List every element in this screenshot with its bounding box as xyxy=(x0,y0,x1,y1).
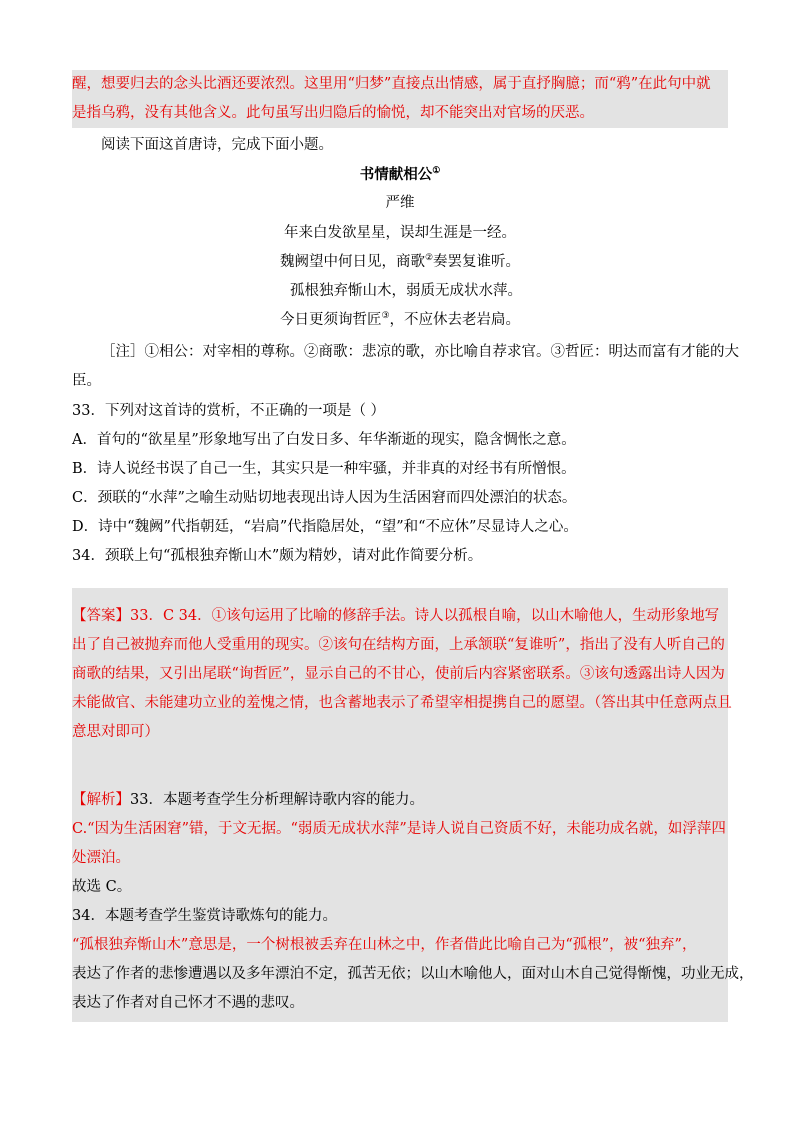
analysis-block xyxy=(72,776,754,1022)
poem-line-text: ，不应休去老岩扃。 xyxy=(389,312,521,328)
analysis-line: 34．本题考查学生鉴赏诗歌炼句的能力。 xyxy=(72,908,337,924)
answer-line: 商歌的结果，又引出尾联“询哲匠”，显示自己的不甘心，使前后内容紧密联系。③该句透露出诗人因为 xyxy=(72,666,725,682)
analysis-line: “孤根独弃惭山木”意思是，一个树根被丢弃在山林之中，作者借此比喻自己为“孤根”，被“独弃”， xyxy=(72,937,697,953)
instruction: 阅读下面这首唐诗，完成下面小题。 xyxy=(101,137,333,153)
poem-line xyxy=(72,219,728,248)
analysis-text: 33．本题考查学生分析理解诗歌内容的能力。 xyxy=(130,792,424,808)
answer-block xyxy=(72,588,732,776)
poem-line xyxy=(72,248,728,277)
analysis-line: 表达了作者对自己怀才不遇的悲叹。 xyxy=(72,995,304,1011)
notes-line: ［注］①相公：对宰相的尊称。②商歌：悲凉的歌，亦比喻自荐求官。③哲匠：明达而富有才能的大 xyxy=(101,344,739,360)
analysis-line: 故选 C。 xyxy=(72,879,132,895)
analysis-line xyxy=(72,786,728,815)
poem-line-note: ③ xyxy=(381,311,390,322)
poem-title-note: ① xyxy=(432,166,441,177)
analysis-line: C.“因为生活困窘”错，于文无据。“弱质无成状水萍”是诗人说自己资质不好，未能功成名就，如浮萍四 xyxy=(72,821,726,837)
option-a: A．首句的“欲星星”形象地写出了白发日多、年华渐逝的现实，隐含惆怅之意。 xyxy=(72,432,576,448)
answer-line: 出了自己被抛弃而他人受重用的现实。②该句在结构方面，上承颔联“复谁听”，指出了没有人听自己的 xyxy=(72,637,725,653)
poem-title-text: 书情献相公 xyxy=(359,166,433,183)
poem-line-text: 魏阙望中何日见，商歌 xyxy=(279,254,425,270)
poem-notes xyxy=(72,338,739,396)
prev-analysis-line: 醒，想要归去的念头比酒还要浓烈。这里用“归梦”直接点出情感，属于直抒胸臆；而“鸦”在此句中就 xyxy=(72,76,711,92)
poem-line-text: 奏罢复谁听。 xyxy=(433,254,521,270)
answer-line: 未能做官、未能建功立业的羞愧之情，也含蓄地表示了希望宰相提携自己的愿望。（答出其中任意两点且 xyxy=(72,695,732,711)
prev-analysis-block xyxy=(72,70,728,128)
analysis-line: 表达了作者的悲惨遭遇以及多年漂泊不定，孤苦无依；以山木喻他人，面对山木自己觉得惭愧，功业无成， xyxy=(72,966,754,982)
poem-title xyxy=(72,160,728,189)
analysis-line: 处漂泊。 xyxy=(72,850,130,866)
poem-author: 严维 xyxy=(385,195,415,211)
option-d: D．诗中“魏阙”代指朝廷，“岩扃”代指隐居处，“望”和“不应休”尽显诗人之心。 xyxy=(72,519,578,535)
option-b: B．诗人说经书误了自己一生，其实只是一种牢骚，并非真的对经书有所憎恨。 xyxy=(72,461,576,477)
option-c: C．颈联的“水萍”之喻生动贴切地表现出诗人因为生活困窘而四处漂泊的状态。 xyxy=(72,490,577,506)
answer-tag: 【答案】 xyxy=(72,608,130,624)
poem-line-text: 孤根独弃惭山木，弱质无成状水萍。 xyxy=(290,283,522,299)
answer-text: 33．C 34．①该句运用了比喻的修辞手法。诗人以孤根自喻，以山木喻他人，生动形象地写 xyxy=(130,608,720,624)
poem-line xyxy=(72,306,728,335)
poem-line-text: 年来白发欲星星，误却生涯是一经。 xyxy=(284,225,516,241)
poem-line-text: 今日更须询哲匠 xyxy=(279,312,382,328)
notes-line: 臣。 xyxy=(72,373,101,389)
question-34: 34．颈联上句“孤根独弃惭山木”颇为精妙，请对此作简要分析。 xyxy=(72,548,483,564)
poem-line-note: ② xyxy=(424,253,434,264)
poem-line xyxy=(78,277,734,306)
question-33 xyxy=(72,397,728,571)
analysis-tag: 【解析】 xyxy=(72,792,130,808)
answer-line: 意思对即可） xyxy=(72,724,159,740)
prev-analysis-line: 是指乌鸦，没有其他含义。此句虽写出归隐后的愉悦，却不能突出对官场的厌恶。 xyxy=(72,105,594,121)
answer-line xyxy=(72,602,728,631)
question-stem: 33．下列对这首诗的赏析，不正确的一项是（ ） xyxy=(72,403,386,419)
